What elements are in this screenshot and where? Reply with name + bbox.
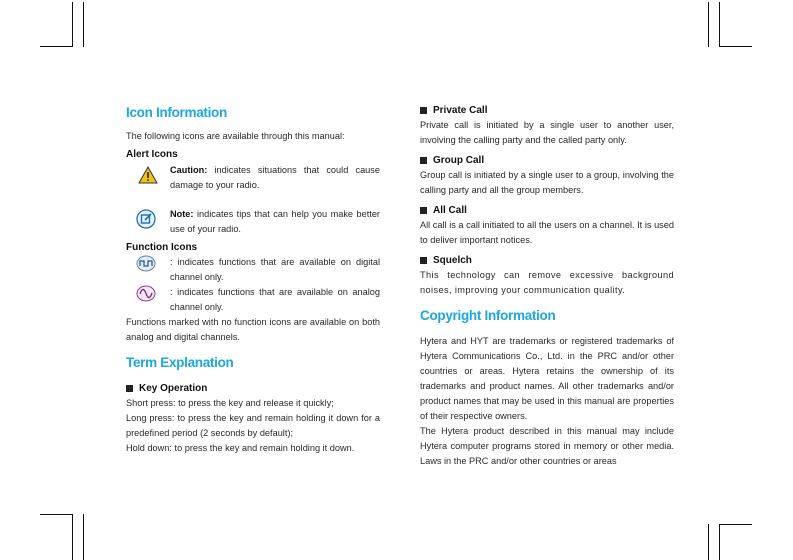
bullet-square bbox=[420, 157, 427, 164]
copyright-paragraph-1: Hytera and HYT are trademarks or registered trademarks of Hytera Communications Co., Ltd. in the PRC and/or other countries or areas. Hytera retains the ownership of its trademarks and product names. All other trademarks and/or product names that may be used in this manual are properties of their respective owners. bbox=[420, 336, 674, 421]
crop-mark-bottom-left-v bbox=[72, 514, 73, 560]
right-column bbox=[420, 103, 674, 469]
group-call-heading bbox=[420, 153, 674, 168]
analog-channel-icon bbox=[136, 285, 156, 307]
crop-mark-bottom-right-v bbox=[708, 524, 709, 560]
private-call-text: Private call is initiated by a single user to another user, involving the calling party and the called party only. bbox=[420, 120, 674, 145]
digital-row bbox=[126, 255, 380, 285]
crop-mark-top-right-h bbox=[719, 46, 752, 47]
crop-mark-top-left-v bbox=[83, 2, 84, 47]
squelch-label: Squelch bbox=[433, 255, 472, 266]
copyright-information-heading: Copyright Information bbox=[420, 308, 556, 323]
term-explanation-heading: Term Explanation bbox=[126, 355, 234, 370]
crop-mark-bottom-right-h bbox=[719, 524, 752, 525]
private-call-heading bbox=[420, 103, 674, 118]
crop-mark-top-right-v2 bbox=[719, 2, 720, 47]
no-function-icon-text: Functions marked with no function icons are available on both analog and digital channels. bbox=[126, 317, 380, 342]
note-row bbox=[126, 207, 380, 237]
icon-information-heading: Icon Information bbox=[126, 105, 227, 120]
group-call-text: Group call is initiated by a single user to a group, involving the calling party and all the group members. bbox=[420, 170, 674, 195]
analog-text: : indicates functions that are available on analog channel only. bbox=[170, 287, 380, 312]
hold-down-text: Hold down: to press the key and remain holding it down. bbox=[126, 443, 355, 453]
private-call-label: Private Call bbox=[433, 105, 488, 116]
crop-mark-bottom-right-v2 bbox=[719, 524, 720, 560]
note-label: Note: bbox=[170, 209, 194, 219]
long-press-text: Long press: to press the key and remain holding it down for a predefined period (2 seconds by default); bbox=[126, 413, 380, 438]
all-call-heading bbox=[420, 203, 674, 218]
key-operation-heading bbox=[126, 381, 380, 396]
note-description: indicates tips that can help you make better use of your radio. bbox=[170, 209, 380, 234]
crop-mark-top-left-v2 bbox=[72, 2, 73, 47]
icon-intro-text: The following icons are available through this manual: bbox=[126, 131, 345, 141]
squelch-heading bbox=[420, 253, 674, 268]
bullet-square bbox=[420, 257, 427, 264]
key-operation-label: Key Operation bbox=[139, 383, 208, 394]
caution-triangle-icon bbox=[138, 166, 158, 189]
alert-icons-heading: Alert Icons bbox=[126, 149, 178, 160]
left-column bbox=[126, 100, 380, 456]
caution-description: indicates situations that could cause damage to your radio. bbox=[170, 165, 380, 190]
digital-channel-icon bbox=[136, 255, 156, 277]
group-call-label: Group Call bbox=[433, 155, 485, 166]
caution-row bbox=[126, 163, 380, 193]
crop-mark-top-right-v bbox=[708, 2, 709, 47]
crop-mark-bottom-left-v2 bbox=[83, 514, 84, 560]
digital-text: : indicates functions that are available on digital channel only. bbox=[170, 257, 380, 282]
copyright-paragraph-2: The Hytera product described in this manual may include Hytera computer programs stored in memory or other media. Laws in the PRC and/or other countries or areas bbox=[420, 426, 674, 466]
analog-row bbox=[126, 285, 380, 315]
caution-label: Caution: bbox=[170, 165, 208, 175]
bullet-square bbox=[126, 385, 133, 392]
short-press-text: Short press: to press the key and release it quickly; bbox=[126, 398, 334, 408]
note-icon bbox=[136, 209, 156, 234]
bullet-square bbox=[420, 107, 427, 114]
all-call-label: All Call bbox=[433, 205, 467, 216]
caution-text bbox=[170, 163, 380, 193]
squelch-text: This technology can remove excessive background noises, improving your communication quality. bbox=[420, 270, 674, 295]
function-icons-heading: Function Icons bbox=[126, 242, 198, 253]
crop-mark-bottom-left-h bbox=[40, 514, 73, 515]
all-call-text: All call is a call initiated to all the users on a channel. It is used to deliver important notices. bbox=[420, 220, 674, 245]
bullet-square bbox=[420, 207, 427, 214]
crop-mark-top-left-h bbox=[40, 46, 73, 47]
note-text bbox=[170, 207, 380, 237]
